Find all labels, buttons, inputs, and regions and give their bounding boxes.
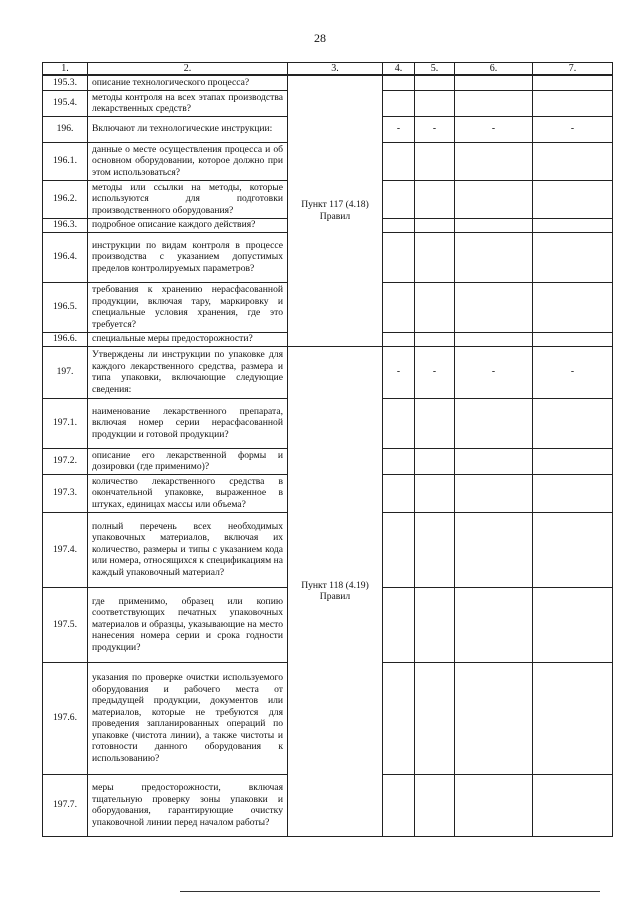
column-header: 4. [383,63,415,76]
item-number: 197.6. [43,662,88,774]
column-header: 7. [533,63,613,76]
answer-cell[interactable] [383,587,415,662]
item-number: 196.5. [43,282,88,332]
answer-cell[interactable] [533,587,613,662]
answer-cell[interactable] [533,180,613,218]
item-question: методы контроля на всех этапах производства лекарственных средств? [88,90,288,116]
item-question: количество лекарственного средства в окончательной упаковке, выраженное в штуках, единицах массы или объема? [88,474,288,512]
item-number: 197.3. [43,474,88,512]
item-question: меры предосторожности, включая тщательную проверку зоны упаковки и оборудования, гарантирующие очистку упаковочной линии перед началом работы? [88,774,288,836]
answer-cell[interactable] [455,282,533,332]
item-question: методы или ссылки на методы, которые используются для подготовки производственного оборудования? [88,180,288,218]
item-question: указания по проверке очистки используемого оборудования и рабочего места от предыдущей продукции, документов или материалов, которые не требуются для проведения запланированных операций по упаковке (чистота линии), а также чистоты и готовности данного оборудования к использованию? [88,662,288,774]
answer-cell[interactable] [383,90,415,116]
answer-cell[interactable] [533,332,613,346]
item-number: 197.7. [43,774,88,836]
item-question: специальные меры предосторожности? [88,332,288,346]
answer-cell[interactable] [455,662,533,774]
bottom-divider [180,891,600,892]
dash-mark: - [383,116,415,142]
item-number: 196.6. [43,332,88,346]
answer-cell[interactable] [455,232,533,282]
answer-cell[interactable] [455,774,533,836]
answer-cell[interactable] [383,75,415,90]
answer-cell[interactable] [533,218,613,232]
dash-mark: - [415,116,455,142]
column-header: 5. [415,63,455,76]
column-header: 3. [288,63,383,76]
answer-cell[interactable] [533,90,613,116]
answer-cell[interactable] [383,142,415,180]
answer-cell[interactable] [383,218,415,232]
answer-cell[interactable] [533,448,613,474]
answer-cell[interactable] [383,448,415,474]
item-question: полный перечень всех необходимых упаковочных материалов, включая их количество, размеры и типы с указанием кода или номера, относящихся к спецификациям на каждый упаковочный материал? [88,512,288,587]
table-row [43,346,613,398]
dash-mark: - [533,116,613,142]
answer-cell[interactable] [383,332,415,346]
answer-cell[interactable] [455,587,533,662]
answer-cell[interactable] [415,774,455,836]
item-question: описание технологического процесса? [88,75,288,90]
answer-cell[interactable] [383,180,415,218]
dash-mark: - [455,116,533,142]
answer-cell[interactable] [533,232,613,282]
answer-cell[interactable] [415,398,455,448]
answer-cell[interactable] [415,75,455,90]
item-question: где применимо, образец или копию соответствующих печатных упаковочных материалов и образцы, указывающие на место нанесения номера серии и срока годности продукции? [88,587,288,662]
item-number: 197.2. [43,448,88,474]
answer-cell[interactable] [415,448,455,474]
item-question: описание его лекарственной формы и дозировки (где применимо)? [88,448,288,474]
item-number: 195.4. [43,90,88,116]
answer-cell[interactable] [383,232,415,282]
item-number: 196.4. [43,232,88,282]
regulation-reference: Пункт 117 (4.18) Правил [288,75,383,346]
item-question: наименование лекарственного препарата, включая номер серии нерасфасованной продукции и готовой продукции? [88,398,288,448]
answer-cell[interactable] [415,232,455,282]
item-number: 197. [43,346,88,398]
item-question: требования к хранению нерасфасованной продукции, включая тару, маркировку и специальные условия хранения, где это требуется? [88,282,288,332]
item-question: данные о месте осуществления процесса и об основном оборудовании, которое должно при этом использоваться? [88,142,288,180]
answer-cell[interactable] [383,512,415,587]
answer-cell[interactable] [533,142,613,180]
answer-cell[interactable] [455,218,533,232]
dash-mark: - [455,346,533,398]
column-header: 6. [455,63,533,76]
item-number: 197.1. [43,398,88,448]
answer-cell[interactable] [383,774,415,836]
item-number: 196. [43,116,88,142]
item-question: Включают ли технологические инструкции: [88,116,288,142]
answer-cell[interactable] [415,512,455,587]
answer-cell[interactable] [415,90,455,116]
item-number: 195.3. [43,75,88,90]
answer-cell[interactable] [415,282,455,332]
answer-cell[interactable] [415,662,455,774]
checklist-table [42,62,613,837]
answer-cell[interactable] [533,474,613,512]
dash-mark: - [383,346,415,398]
answer-cell[interactable] [455,398,533,448]
item-number: 197.5. [43,587,88,662]
answer-cell[interactable] [383,662,415,774]
header-row [43,63,613,76]
regulation-reference: Пункт 118 (4.19) Правил [288,346,383,836]
item-question: Утверждены ли инструкции по упаковке для каждого лекарственного средства, размера и типа упаковки, включающие следующие сведения: [88,346,288,398]
table-row [43,75,613,90]
item-question: подробное описание каждого действия? [88,218,288,232]
item-number: 196.2. [43,180,88,218]
item-number: 197.4. [43,512,88,587]
answer-cell[interactable] [383,398,415,448]
answer-cell[interactable] [415,332,455,346]
answer-cell[interactable] [455,75,533,90]
answer-cell[interactable] [415,474,455,512]
answer-cell[interactable] [533,398,613,448]
column-header: 2. [88,63,288,76]
answer-cell[interactable] [455,180,533,218]
answer-cell[interactable] [455,142,533,180]
answer-cell[interactable] [533,75,613,90]
answer-cell[interactable] [533,774,613,836]
page-number: 28 [314,31,326,45]
answer-cell[interactable] [455,512,533,587]
answer-cell[interactable] [455,448,533,474]
item-number: 196.3. [43,218,88,232]
answer-cell[interactable] [415,180,455,218]
answer-cell[interactable] [383,282,415,332]
answer-cell[interactable] [455,90,533,116]
answer-cell[interactable] [383,474,415,512]
answer-cell[interactable] [533,512,613,587]
column-header: 1. [43,63,88,76]
answer-cell[interactable] [455,474,533,512]
item-number: 196.1. [43,142,88,180]
answer-cell[interactable] [415,142,455,180]
answer-cell[interactable] [455,332,533,346]
answer-cell[interactable] [415,587,455,662]
answer-cell[interactable] [533,662,613,774]
answer-cell[interactable] [533,282,613,332]
dash-mark: - [533,346,613,398]
item-question: инструкции по видам контроля в процессе производства с указанием допустимых пределов контролируемых параметров? [88,232,288,282]
answer-cell[interactable] [415,218,455,232]
dash-mark: - [415,346,455,398]
